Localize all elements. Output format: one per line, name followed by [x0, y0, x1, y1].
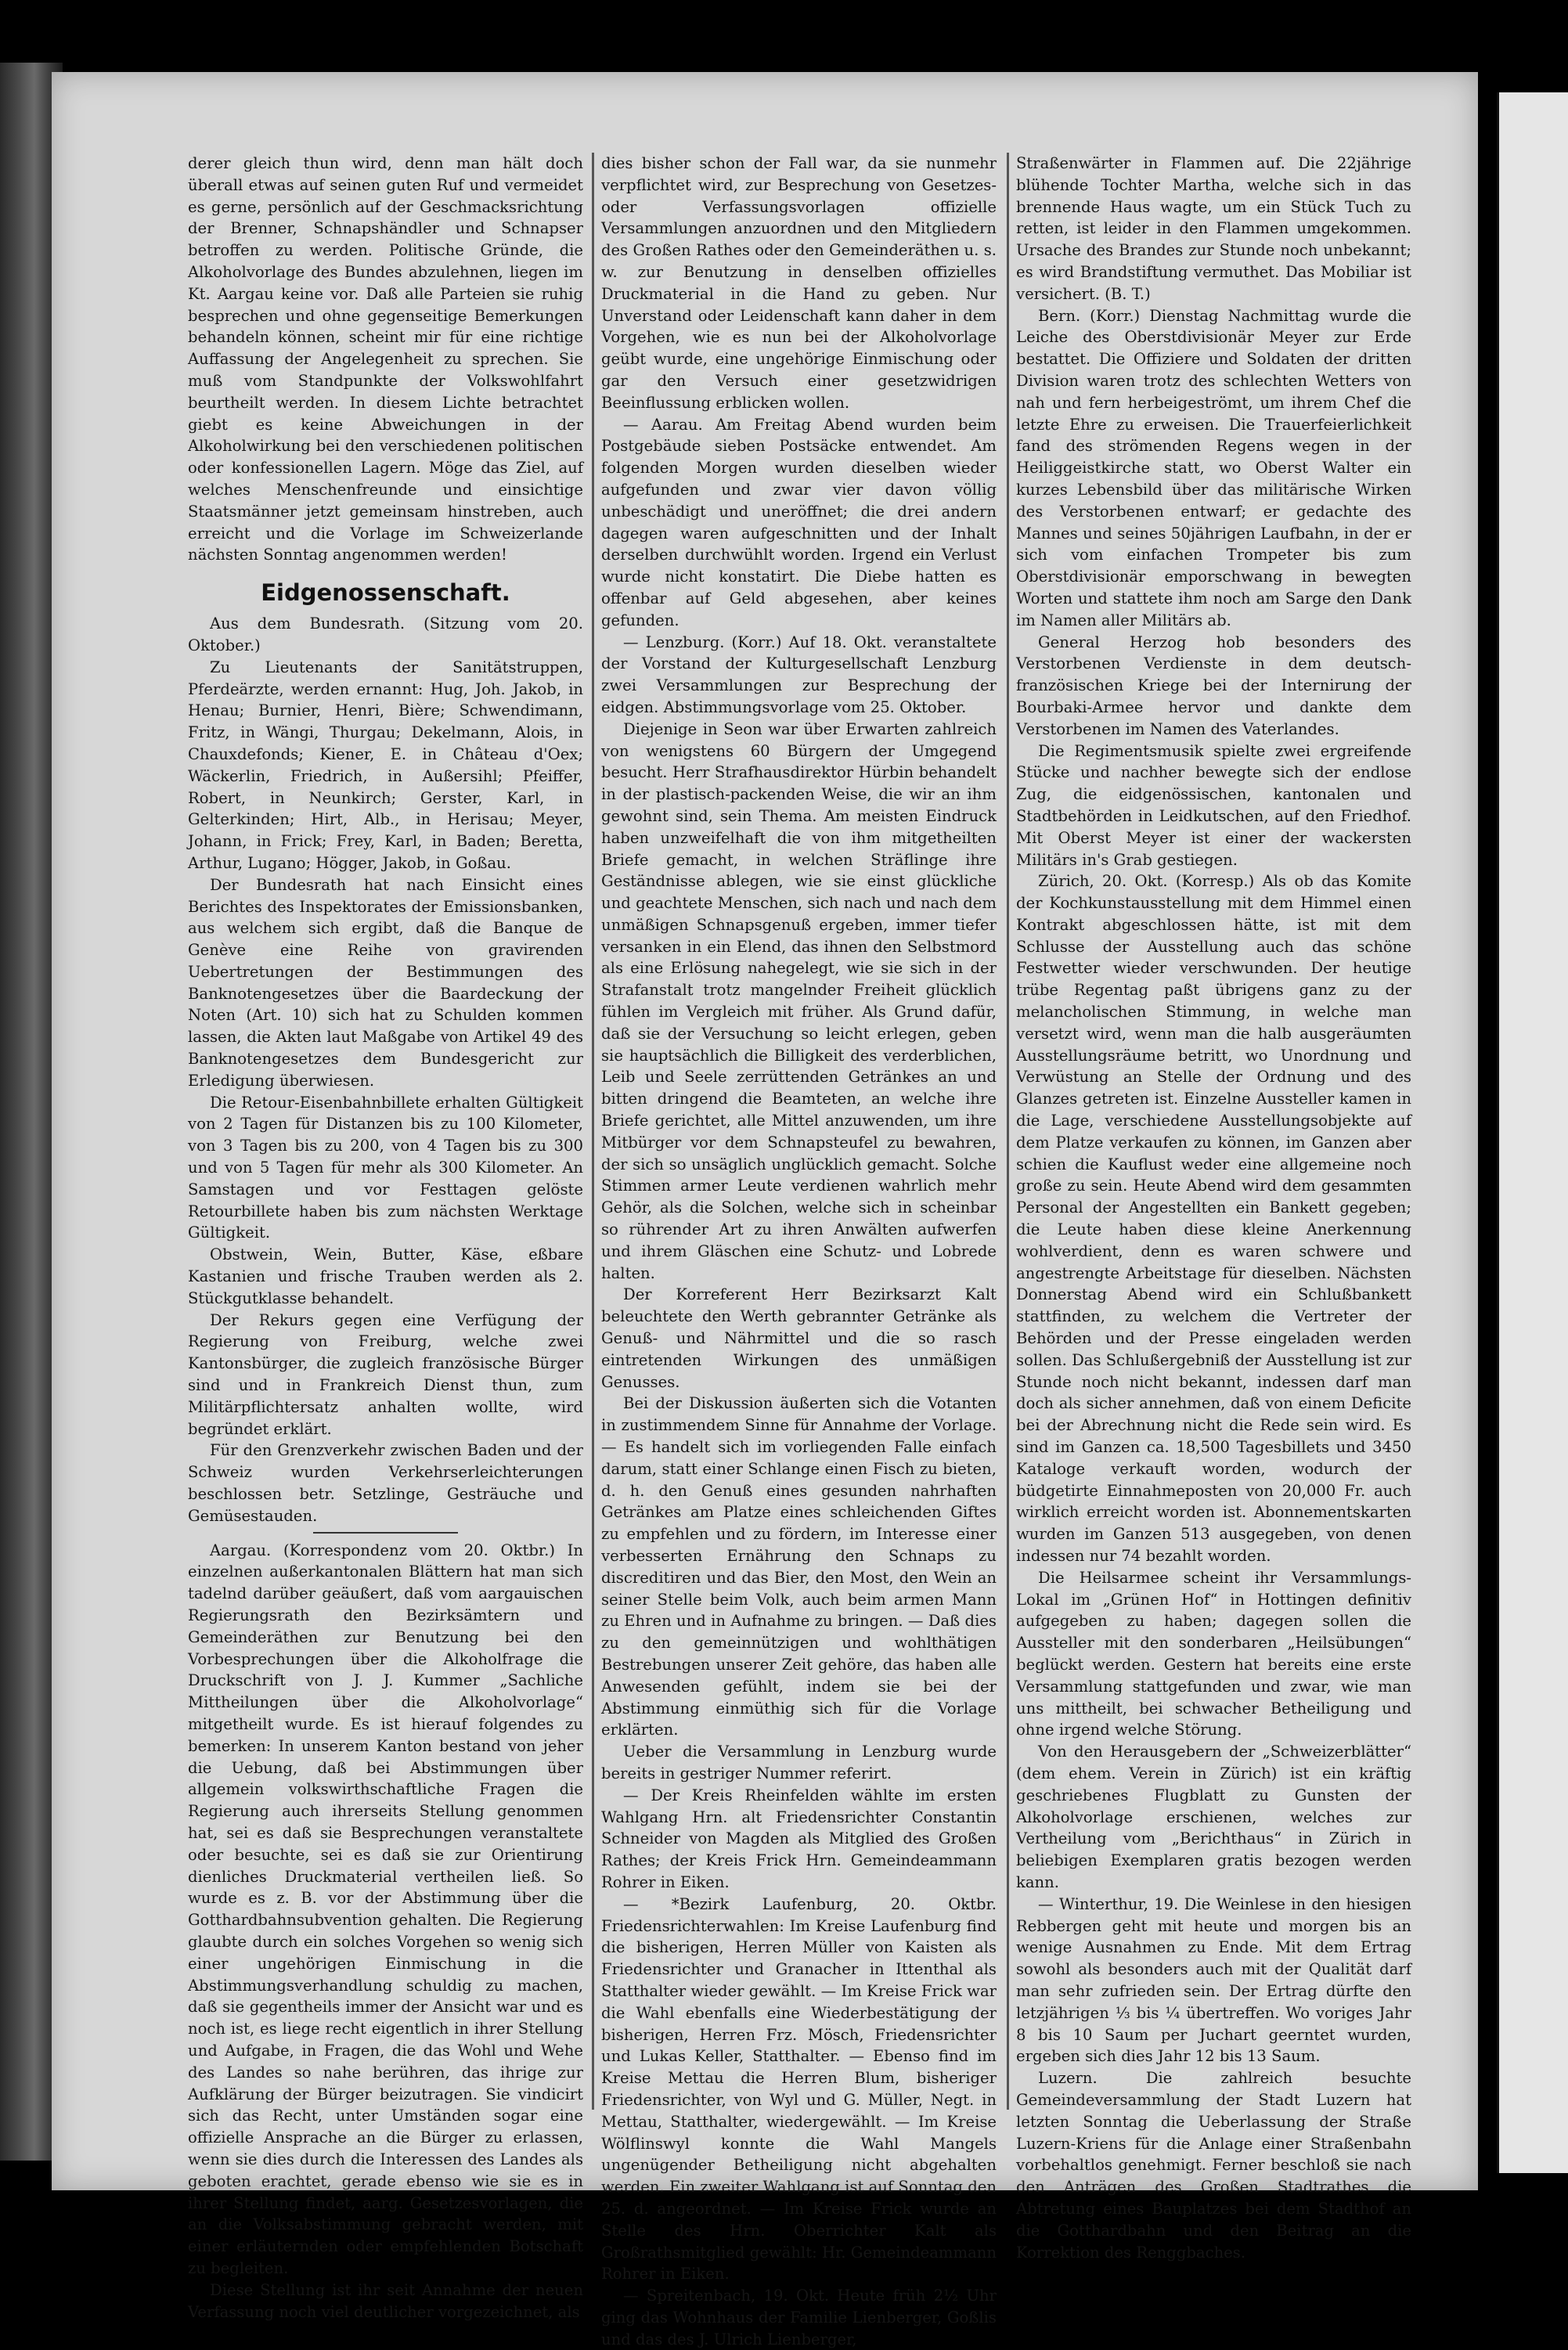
article-paragraph: Von den Herausgebern der „Schweizerblätter“ (dem ehem. Verein in Zürich) ist ein kräftig geschriebenes Flugblatt zu Gunsten der Alkoholvorlage erschienen, welches zur Vertheilung vom „Berichthaus“ in Zürich in beliebigen Exemplaren gratis bezogen werden kann.	[1016, 1743, 1411, 1891]
article-paragraph: — *Bezirk Laufenburg, 20. Oktbr. Friedensrichterwahlen: Im Kreise Laufenburg find die bisherigen, Herren Müller von Kaisten als Friedensrichter und Granacher in Ittenthal als Statthalter wieder gewählt. — Im Kreise Frick war die Wahl ebenfalls eine Wiederbestätigung der bisherigen, Herren Frz. Mösch, Friedensrichter und Lukas Keller, Statthalter. — Ebenso find im Kreise Mettau die Herren Blum, bisheriger Friedensrichter, von Wyl und G. Müller, Negt. in Mettau, Statthalter, wiedergewählt. — Im Kreise Wölflinswyl konnte die Wahl Mangels ungenügender Betheiligung nicht abgehalten werden. Ein zweiter Wahlgang ist auf Sonntag den 25. d. angeordnet. — Im Kreise Frick wurde an Stelle des Hrn. Oberrichter Kalt als Großrathsmitglied gewählt: Hr. Gemeindeammann Rohrer in Eiken.	[601, 1894, 997, 2283]
article-paragraph: Aus dem Bundesrath. (Sitzung vom 20. Oktober.)	[188, 615, 583, 654]
article-paragraph: — Lenzburg. (Korr.) Auf 18. Okt. veranstaltete der Vorstand der Kulturgesellschaft Lenzburg zwei Versammlungen zur Besprechung der eidgen. Abstimmungsvorlage vom 25. Oktober.	[601, 633, 997, 716]
article-paragraph: Für den Grenzverkehr zwischen Baden und der Schweiz wurden Verkehrserleichterungen beschlossen betr. Setzlinge, Gesträuche und Gemüsestauden.	[188, 1441, 583, 1525]
article-paragraph: Obstwein, Wein, Butter, Käse, eßbare Kastanien und frische Trauben werden als 2. Stückgutklasse behandelt.	[188, 1245, 583, 1307]
article-paragraph: Die Heilsarmee scheint ihr Versammlungs-Lokal im „Grünen Hof“ in Hottingen definitiv aufgegeben zu haben; dagegen sollen die Aussteller mit den sonderbaren „Heilsübungen“ beglückt werden. Gestern hat bereits eine erste Versammlung stattgefunden und zwar, wie man uns mittheilt, bei schwacher Betheiligung und ohne irgend welche Störung.	[1016, 1568, 1411, 1739]
article-paragraph: Die Regimentsmusik spielte zwei ergreifende Stücke und nachher bewegte sich der endlose Zug, die eidgenössischen, kantonalen und Stadtbehörden in Leidkutschen, auf den Friedhof. Mit Oberst Meyer ist einer der wackersten Militärs in's Grab gestiegen.	[1016, 741, 1411, 869]
column-divider-2	[1007, 153, 1009, 2110]
section-title: Eidgenossenschaft.	[261, 579, 510, 607]
article-paragraph: Diese Stellung ist ihr seit Annahme der neuen Verfassung noch viel deutlicher vorgezeichnet, als	[188, 2280, 583, 2321]
article-paragraph: derer gleich thun wird, denn man hält doch überall etwas auf seinen guten Ruf und vermeidet es gerne, persönlich auf der Geschmacksrichtung der Brenner, Schnapshändler und Schnapser betroffen zu werden. Politische Gründe, die Alkoholvorlage des Bundes abzulehnen, liegen im Kt. Aargau keine vor. Daß alle Parteien sie ruhig besprechen und ohne gegenseitige Bemerkungen behandeln können, scheint mir für eine richtige Auffassung der Angelegenheit zu sprechen. Sie muß vom Standpunkte der Volkswohlfahrt beurtheilt werden. In diesem Lichte betrachtet giebt es keine Abweichungen in der Alkoholwirkung bei den verschiedenen politischen oder konfessionellen Lagern. Möge das Ziel, auf welches Menschenfreunde und einsichtige Staatsmänner jetzt gemeinsam hinstreben, auch erreicht und die Vorlage im Schweizerlande nächsten Sonntag angenommen werden!	[188, 154, 583, 564]
column-3	[1016, 153, 1411, 2262]
article-paragraph: — Aarau. Am Freitag Abend wurden beim Postgebäude sieben Postsäcke entwendet. Am folgenden Morgen wurden dieselben wieder aufgefunden und zwar vier davon völlig unbeschädigt und uneröffnet; die drei andern dagegen waren aufgeschnitten und der Inhalt derselben durchwühlt worden. Irgend ein Verlust wurde nicht konstatirt. Die Diebe hatten es offenbar auf Geld abgesehen, aber keines gefunden.	[601, 415, 997, 629]
article-paragraph: dies bisher schon der Fall war, da sie nunmehr verpflichtet wird, zur Besprechung von Gesetzes- oder Verfassungsvorlagen offizielle Versammlungen anzuordnen und den Mitgliedern des Großen Rathes oder den Gemeinderäthen u. s. w. zur Benutzung in denselben offizielles Druckmaterial in die Hand zu geben. Nur Unverstand oder Leidenschaft kann daher in dem Vorgehen, wie es nun bei der Alkoholvorlage geübt wurde, eine ungehörige Einmischung oder gar den Versuch einer gesetzwidrigen Beeinflussung erblicken wollen.	[601, 154, 997, 412]
next-page-edge	[1497, 92, 1568, 2173]
article-paragraph: Straßenwärter in Flammen auf. Die 22jährige blühende Tochter Martha, welche sich in das brennende Haus wagte, um ein Stück Tuch zu retten, ist leider in den Flammen umgekommen. Ursache des Brandes zur Stunde noch unbekannt; es wird Brandstiftung vermuthet. Das Mobiliar ist versichert. (B. T.)	[1016, 154, 1411, 303]
article-paragraph: Luzern. Die zahlreich besuchte Gemeindeversammlung der Stadt Luzern hat letzten Sonntag die Ueberlassung der Straße Luzern-Kriens für die Anlage einer Straßenbahn vorbehaltlos genehmigt. Ferner beschloß sie nach den Anträgen des Großen Stadtrathes die Abtretung eines Bauplatzes bei dem Stadthof an die Gotthardbahn und den Beitrag an die Korrektion des Renggbaches.	[1016, 2069, 1411, 2262]
column-divider-1	[592, 153, 594, 2110]
article-paragraph: — Der Kreis Rheinfelden wählte im ersten Wahlgang Hrn. alt Friedensrichter Constantin Schneider von Magden als Mitglied des Großen Rathes; der Kreis Frick Hrn. Gemeindeammann Rohrer in Eiken.	[601, 1786, 997, 1891]
article-paragraph: Der Rekurs gegen eine Verfügung der Regierung von Freiburg, welche zwei Kantonsbürger, die zugleich französische Bürger sind und in Frankreich Dienst thun, zum Militärpflichtersatz anhalten wollte, wird begründet erklärt.	[188, 1310, 583, 1438]
article-paragraph: Zu Lieutenants der Sanitätstruppen, Pferdeärzte, werden ernannt: Hug, Joh. Jakob, in Henau; Burnier, Henri, Bière; Schwendimann, Fritz, in Wängi, Thurgau; Dekelmann, Alois, in Chauxdefonds; Kiener, E. in Château d'Oex; Wäckerlin, Friedrich, in Außersihl; Pfeiffer, Robert, in Neunkirch; Gerster, Karl, in Gelterkinden; Hirt, Alb., in Herisau; Meyer, Johann, in Frick; Frey, Karl, in Baden; Beretta, Arthur, Lugano; Högger, Jakob, in Goßau.	[188, 658, 583, 872]
article-paragraph: Die Retour-Eisenbahnbillete erhalten Gültigkeit von 2 Tagen für Distanzen bis zu 100 Kilometer, von 3 Tagen bis zu 200, von 4 Tagen bis zu 300 und von 5 Tagen für mehr als 300 Kilometer. An Samstagen und vor Festtagen gelöste Retourbillete haben bis zum nächsten Werktage Gültigkeit.	[188, 1093, 583, 1242]
article-paragraph: — Winterthur, 19. Die Weinlese in den hiesigen Rebbergen geht mit heute und morgen bis an wenige Ausnahmen zu Ende. Mit dem Ertrag sowohl als besonders auch mit der Qualität darf man sehr zufrieden sein. Der Ertrag dürfte den letzjährigen ⅓ bis ¼ übertreffen. Wo voriges Jahr 8 bis 10 Saum per Juchart geerntet wurden, ergeben sich dies Jahr 12 bis 13 Saum.	[1016, 1894, 1411, 2066]
column-2	[601, 153, 997, 2348]
article-separator	[313, 1532, 458, 1534]
article-paragraph: Bei der Diskussion äußerten sich die Votanten in zustimmendem Sinne für Annahme der Vorlage. — Es handelt sich im vorliegenden Falle einfach darum, statt einer Schlange einen Fisch zu bieten, d. h. den Genuß eines gesunden nahrhaften Getränkes am Platze eines schleichenden Giftes zu empfehlen und zu fördern, im Interesse einer verbesserten Ernährung den Schnaps zu discreditiren und das Bier, den Most, den Wein an seiner Stelle beim Volk, auch beim armen Mann zu Ehren und in Aufnahme zu bringen. — Daß dies zu den gemeinnützigen und wohlthätigen Bestrebungen unserer Zeit gehöre, das haben alle Anwesenden gefühlt, indem sie bei der Abstimmung einmüthig sich für die Vorlage erklärten.	[601, 1394, 997, 1739]
article-paragraph: Der Korreferent Herr Bezirksarzt Kalt beleuchtete den Werth gebrannter Getränke als Genuß- und Nährmittel und die so rasch eintretenden Wirkungen des unmäßigen Genusses.	[601, 1285, 997, 1391]
article-paragraph: Ueber die Versammlung in Lenzburg wurde bereits in gestriger Nummer referirt.	[601, 1743, 997, 1782]
article-paragraph: Zürich, 20. Okt. (Korresp.) Als ob das Komite der Kochkunstausstellung mit dem Himmel einen Kontrakt abgeschlossen hätte, ist mit dem Schlusse der Ausstellung auch das schöne Festwetter wieder verschwunden. Der heutige trübe Regentag paßt übrigens ganz zu der melancholischen Stimmung, in welche man versetzt wird, wenn man die halb ausgeräumten Ausstellungsräume betritt, wo Unordnung und Verwüstung an Stelle der Ordnung und des Glanzes getreten ist. Einzelne Aussteller kamen in die Lage, verschiedene Ausstellungsobjekte auf dem Platze verkaufen zu können, im Ganzen aber schien die Kauflust weder eine allgemeine noch große zu sein. Heute Abend wird dem gesammten Personal der Angestellten ein Bankett gegeben; die Leute haben diese kleine Anerkennung wohlverdient, denn es waren schwere und angestrengte Arbeitstage für dieselben. Nächsten Donnerstag Abend wird ein Schlußbankett stattfinden, zu welchem die Vertreter der Behörden und der Presse eingeladen werden sollen. Das Schlußergebniß der Ausstellung ist zur Stunde noch nicht bekannt, indessen darf man doch als sicher annehmen, daß von einem Deficite bei der Abrechnung nicht die Rede sein wird. Es sind im Ganzen ca. 18,500 Tagesbillets und 3450 Kataloge verkauft worden, wodurch der büdgetirte Einnahmeposten von 20,000 Fr. auch wirklich erreicht worden ist. Abonnementskarten wurden im Ganzen 513 ausgegeben, von denen indessen nur 74 bezahlt worden.	[1016, 872, 1411, 1565]
column-1	[188, 153, 583, 2321]
article-paragraph: Diejenige in Seon war über Erwarten zahlreich von wenigstens 60 Bürgern der Umgegend besucht. Herr Strafhausdirektor Hürbin behandelt in der plastisch-packenden Weise, die wir an ihm gewohnt sind, sein Thema. Am meisten Eindruck haben unzweifelhaft die von ihm mitgetheilten Briefe gemacht, in welchen Sträflinge ihre Geständnisse ablegen, wie sie einst glückliche und geachtete Menschen, sich nach und nach dem unmäßigen Schnapsgenuß ergeben, immer tiefer versanken in ein Elend, das ihnen den Selbstmord als eine Erlösung nahegelegt, wie sie sich in der Strafanstalt trotz mangelnder Freiheit glücklich fühlen im Vergleich mit früher. Als Grund dafür, daß sie der Versuchung so leicht erlegen, geben sie hauptsächlich die Billigkeit des verderblichen, Leib und Seele zerrüttenden Getränkes an und bitten dringend die Beamteten, an welche ihre Briefe gerichtet, alle Mittel anzuwenden, um ihre Mitbürger vor dem Schnapsteufel zu bewahren, der sich so unsäglich unglücklich gemacht. Solche Stimmen armer Leute verdienen wahrlich mehr Gehör, als die Solchen, welche sich in scheinbar so rührender Art zu ihren Anwälten aufwerfen und ihrem Gläschen eine Schutz- und Lobrede halten.	[601, 719, 997, 1282]
article-paragraph: Der Bundesrath hat nach Einsicht eines Berichtes des Inspektorates der Emissionsbanken, aus welchem sich ergibt, daß die Banque de Genève eine Reihe von gravirenden Uebertretungen der Bestimmungen des Banknotengesetzes über die Baardeckung der Noten (Art. 10) sich hat zu Schulden kommen lassen, die Akten laut Maßgabe von Artikel 49 des Banknotengesetzes dem Bundesgericht zur Erledigung überwiesen.	[188, 875, 583, 1090]
article-paragraph: — Spreitenbach, 19. Okt. Heute früh 2½ Uhr ging das Wohnhaus der Familie Lienberger, Goßlis und das des J. Ulrich Lienberger,	[601, 2287, 997, 2348]
article-paragraph: General Herzog hob besonders des Verstorbenen Verdienste in dem deutsch-französischen Kriege bei der Internirung der Bourbaki-Armee hervor und dankte dem Verstorbenen im Namen des Vaterlandes.	[1016, 633, 1411, 738]
article-paragraph: Aargau. (Korrespondenz vom 20. Oktbr.) In einzelnen außerkantonalen Blättern hat man sich tadelnd darüber geäußert, daß vom aargauischen Regierungsrath den Bezirksämtern und Gemeinderäthen zur Benutzung bei den Vorbesprechungen über die Alkoholfrage die Druckschrift von J. J. Kummer „Sachliche Mittheilungen über die Alkoholvorlage“ mitgetheilt wurde. Es ist hierauf folgendes zu bemerken: In unserem Kanton bestand von jeher die Uebung, daß bei Abstimmungen über allgemein volkswirthschaftliche Fragen die Regierung auch ihrerseits Stellung genommen hat, sei es daß sie Besprechungen veranstaltete oder besuchte, sei es daß sie zur Orientirung dienliches Druckmaterial vertheilen ließ. So wurde es z. B. vor der Abstimmung über die Gotthardbahnsubvention gehalten. Die Regierung glaubte durch ein solches Vorgehen so wenig sich einer ungehörigen Einmischung in die Abstimmungsverhandlung schuldig zu machen, daß sie gegentheils immer der Ansicht war und es noch ist, es liege recht eigentlich in ihrer Stellung und Aufgabe, in Fragen, die das Wohl und Wehe des Landes so nahe berühren, das ihrige zur Aufklärung der Bürger beizutragen. Sie vindicirt sich das Recht, unter Umständen sogar eine offizielle Ansprache an die Bürger zu erlassen, wenn sie dies durch die Interessen des Landes als geboten erachtet, gerade ebenso wie sie es in ihrer Stellung findet, aarg. Gesetzesvorlagen, die an die Volksabstimmung gebracht werden, mit einer erläuternden oder empfehlenden Botschaft zu begleiten.	[188, 1541, 583, 2277]
article-paragraph: Bern. (Korr.) Dienstag Nachmittag wurde die Leiche des Oberstdivisionär Meyer zur Erde bestattet. Die Offiziere und Soldaten der dritten Division waren trotz des schlechten Wetters von nah und fern herbeigeströmt, um ihrem Chef die letzte Ehre zu erweisen. Die Trauerfeierlichkeit fand des strömenden Regens wegen in der Heiliggeistkirche statt, wo Oberst Walter ein kurzes Lebensbild über das militärische Wirken des Verstorbenen entwarf; er gedachte des Mannes und seines 50jährigen Laufbahn, in der er sich vom einfachen Trompeter bis zum Oberstdivisionär emporschwang in bewegten Worten und stattete ihm noch am Sarge den Dank im Namen aller Militärs ab.	[1016, 306, 1411, 629]
